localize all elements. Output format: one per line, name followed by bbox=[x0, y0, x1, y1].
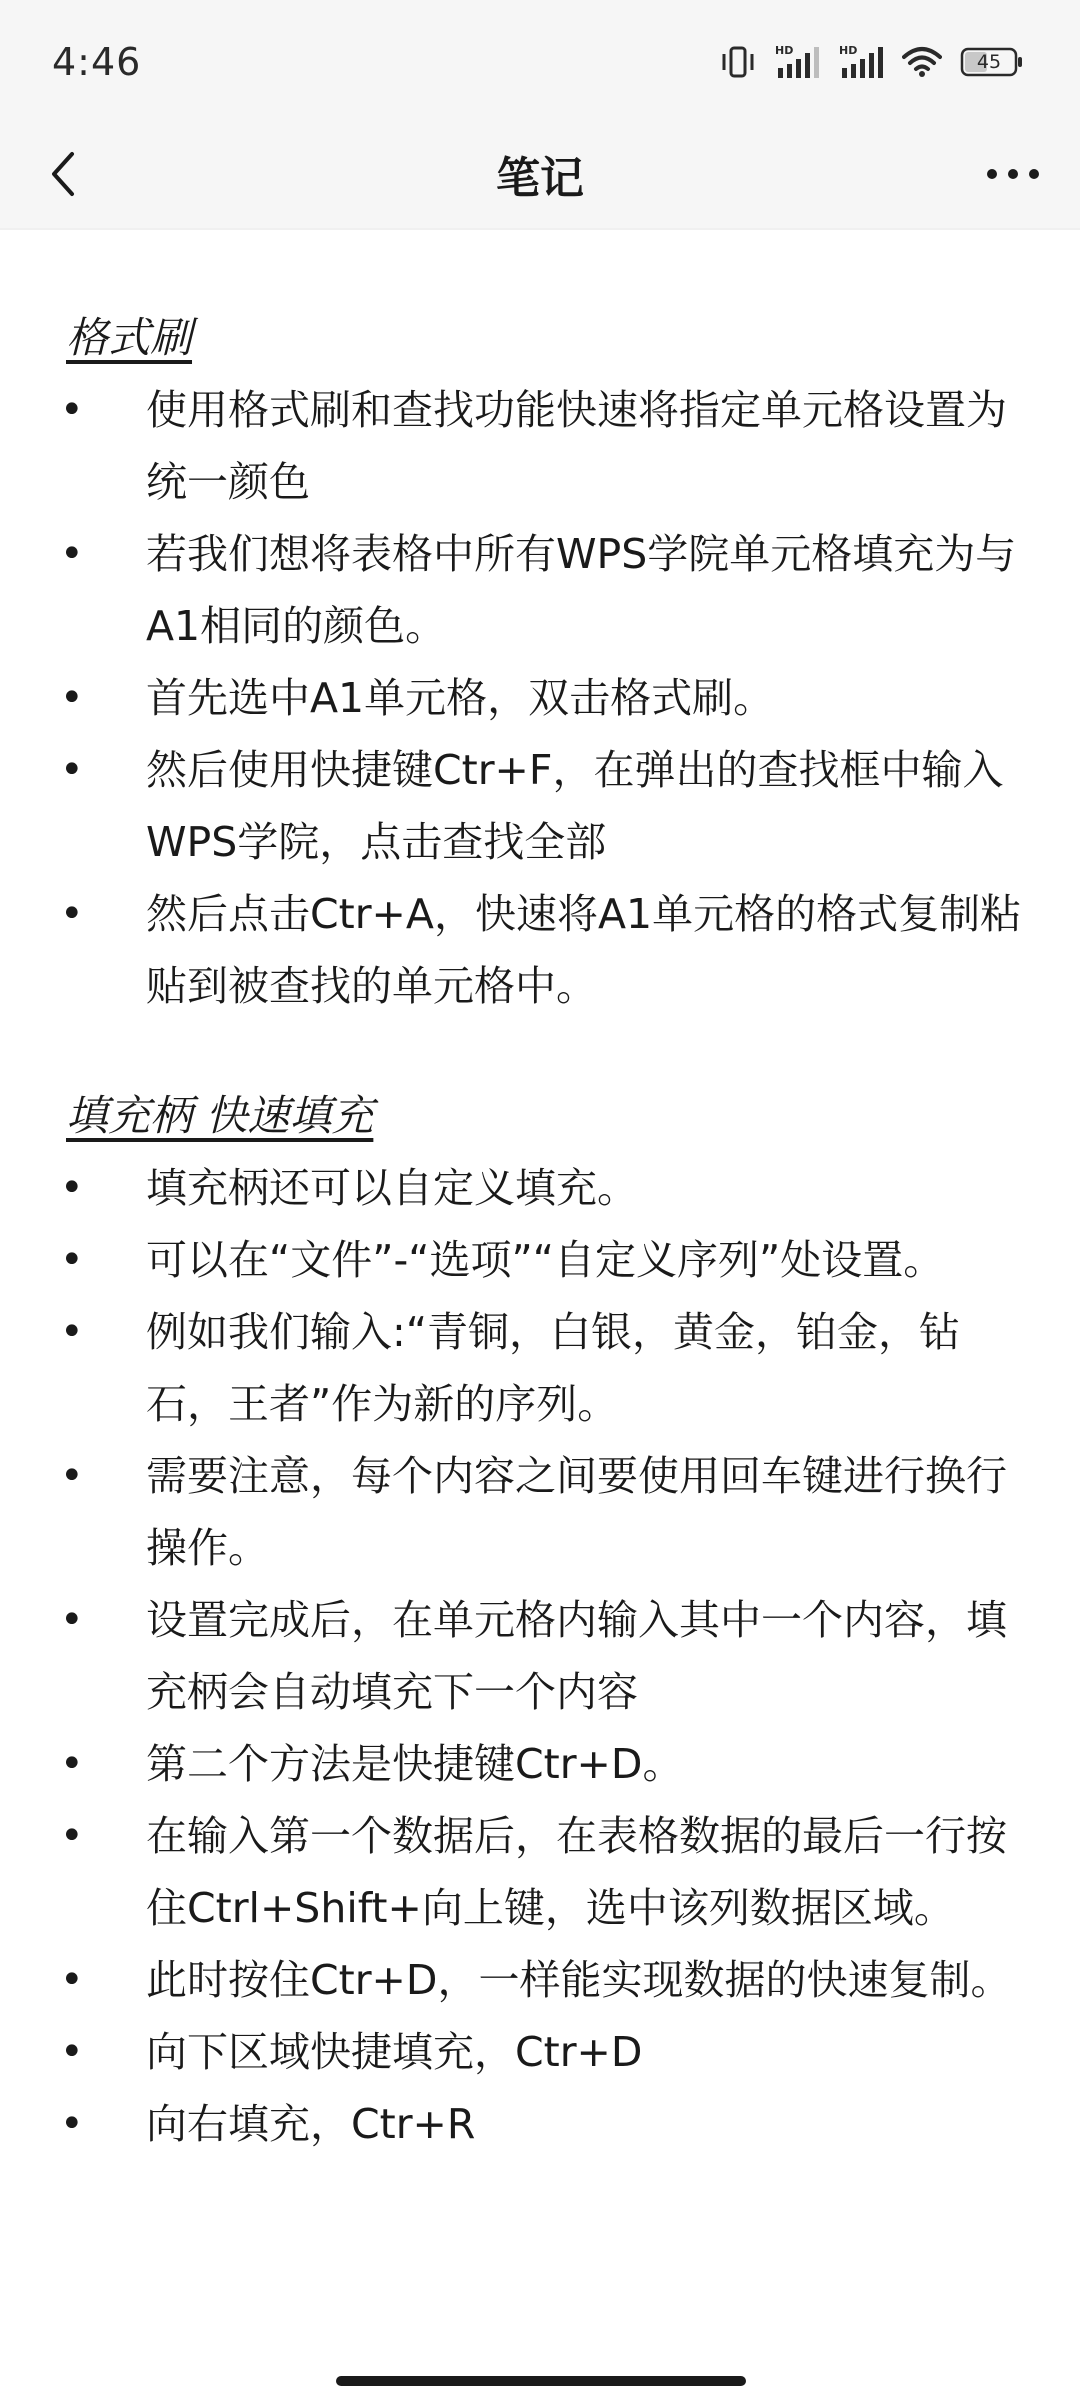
status-bar bbox=[0, 0, 1080, 120]
fill-handle-list bbox=[0, 1152, 1080, 2160]
list-item: • 若我们想将表格中所有WPS学院单元格填充为与A1相同的颜色。 bbox=[60, 530, 1017, 650]
signal-hd-2-icon bbox=[838, 44, 884, 80]
wifi-icon bbox=[902, 46, 942, 78]
nav-bar bbox=[0, 120, 1080, 228]
vibrate-icon bbox=[720, 45, 756, 79]
signal-hd-1-icon bbox=[774, 44, 820, 80]
list-item: • 填充柄还可以自定义填充。 bbox=[60, 1164, 638, 1212]
nav-divider bbox=[0, 228, 1080, 230]
list-item: • 需要注意，每个内容之间要使用回车键进行换行操作。 bbox=[60, 1452, 1007, 1572]
list-item: • 首先选中A1单元格，双击格式刷。 bbox=[60, 674, 775, 722]
more-dots-icon bbox=[985, 167, 1041, 181]
status-icons bbox=[720, 40, 1024, 84]
battery-icon bbox=[960, 47, 1024, 77]
svg-text:HD: HD bbox=[775, 44, 794, 57]
more-button[interactable] bbox=[968, 140, 1058, 208]
list-item: • 向下区域快捷填充，Ctr+D bbox=[60, 2028, 643, 2076]
battery-level: 45 bbox=[976, 51, 1002, 73]
list-item: • 然后使用快捷键Ctr+F，在弹出的查找框中输入WPS学院，点击查找全部 bbox=[60, 746, 1004, 866]
format-painter-list bbox=[0, 374, 1080, 1022]
list-item: • 向右填充，Ctr+R bbox=[60, 2100, 476, 2148]
list-item: • 设置完成后，在单元格内输入其中一个内容，填充柄会自动填充下一个内容 bbox=[60, 1596, 1007, 1716]
list-item: • 然后点击Ctr+A，快速将A1单元格的格式复制粘贴到被查找的单元格中。 bbox=[60, 890, 1022, 1010]
list-item: • 第二个方法是快捷键Ctr+D。 bbox=[60, 1740, 684, 1788]
section-heading-format-painter: 格式刷 bbox=[66, 313, 193, 362]
list-item: • 在输入第一个数据后，在表格数据的最后一行按住Ctrl+Shift+向上键，选中该列数据区域。 bbox=[60, 1812, 1007, 1932]
list-item: • 例如我们输入:“青铜，白银，黄金，铂金，钻石，王者”作为新的序列。 bbox=[60, 1308, 961, 1428]
list-item: • 此时按住Ctr+D，一样能实现数据的快速复制。 bbox=[60, 1956, 1012, 2004]
list-item: • 使用格式刷和查找功能快速将指定单元格设置为统一颜色 bbox=[60, 386, 1007, 506]
list-item: • 可以在“文件”-“选项”“自定义序列”处设置。 bbox=[60, 1236, 945, 1284]
status-time: 4:46 bbox=[52, 40, 142, 84]
svg-text:HD: HD bbox=[839, 44, 858, 57]
section-heading-fill-handle: 填充柄 快速填充 bbox=[66, 1091, 374, 1140]
home-indicator[interactable] bbox=[336, 2376, 746, 2386]
page-title: 笔记 bbox=[496, 153, 584, 204]
